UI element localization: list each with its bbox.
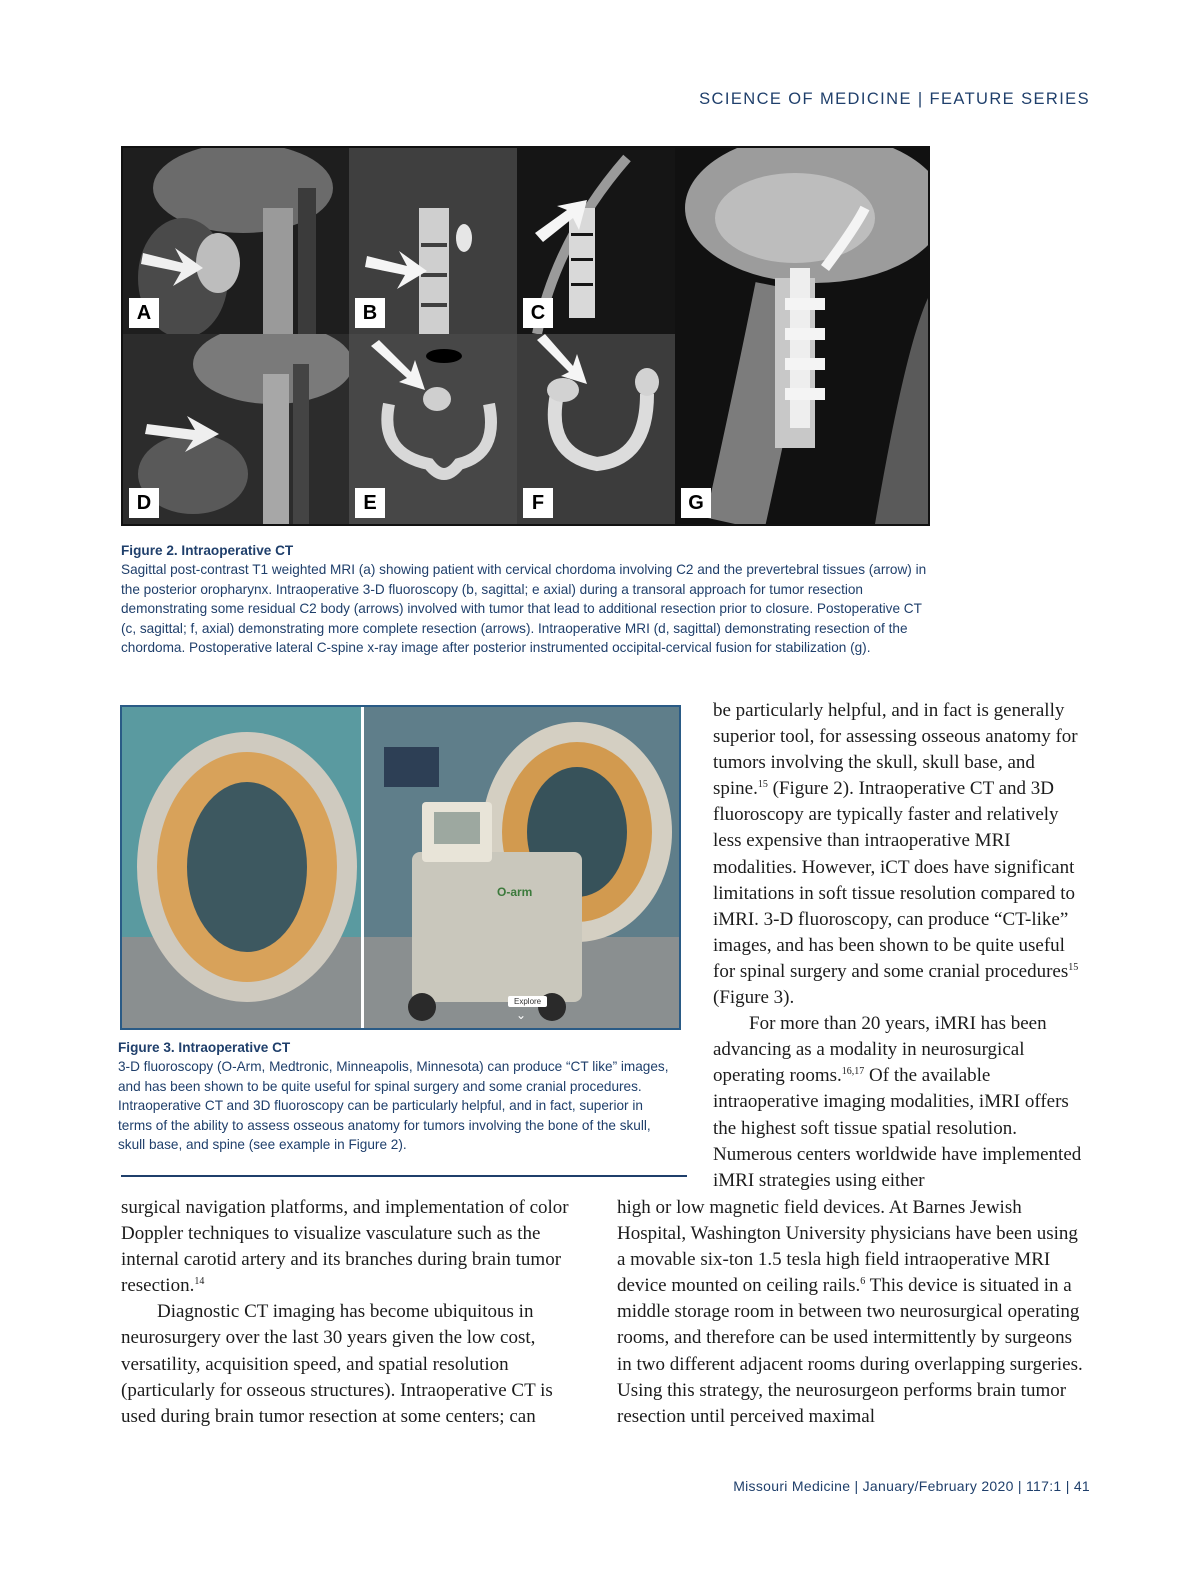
explore-button[interactable]: Explore: [508, 996, 547, 1007]
text: surgical navigation platforms, and implementation of color Doppler techniques to visualize vasculature such as the internal carotid artery and its branches during brain tumor resection.: [121, 1197, 569, 1297]
figure-3-caption-title: Figure 3. Intraoperative CT: [118, 1040, 291, 1055]
page-footer: Missouri Medicine | January/February 2020 | 117:1 | 41: [733, 1478, 1090, 1494]
panel-c-ct: [517, 148, 675, 334]
panel-f-axial-ct: [517, 334, 675, 524]
paragraph: [121, 1299, 587, 1429]
figure-3-photo: [120, 705, 681, 1030]
reference-superscript: 14: [194, 1276, 205, 1288]
text: Diagnostic CT imaging has become ubiquitous in neurosurgery over the last 30 years given the low cost, versatility, acquisition speed, and spatial resolution (particularly for osseous structures). Intraoperative CT is used during brain tumor resection at some centers; can: [121, 1301, 553, 1427]
paragraph: [617, 1195, 1089, 1430]
right-column-upper: [713, 698, 1087, 1194]
reference-superscript: 15: [757, 779, 768, 791]
panel-label: C: [523, 298, 553, 328]
text: For more than 20 years, iMRI has been advancing as a modality in neurosurgical operating rooms.: [713, 1013, 1047, 1087]
panel-label: D: [129, 488, 159, 518]
reference-superscript: 16,17: [841, 1066, 865, 1078]
figure-2-caption: [121, 541, 931, 657]
text: Of the available intraoperative imaging modalities, iMRI offers the highest soft tissue spatial resolution. Numerous centers worldwide have implemented iMRI strategies using either: [713, 1065, 1082, 1191]
figure-2-image-grid: [121, 146, 930, 526]
panel-label: F: [523, 488, 553, 518]
chevron-down-icon[interactable]: ⌄: [516, 1008, 527, 1022]
paragraph: [713, 1011, 1087, 1194]
o-arm-brand-text: O-arm: [497, 885, 533, 899]
panel-label: E: [355, 488, 385, 518]
figure-3-caption-text: 3-D fluoroscopy (O-Arm, Medtronic, Minneapolis, Minnesota) can produce “CT like” images, and has been shown to be quite useful for spinal surgery and some cranial procedures. Intraoperative CT and 3D fluoroscopy can be particularly helpful, and in fact, superior in terms of the ability to assess osseous anatomy for tumors involving the bone of the skull, skull base, and spine (see example in Figure 2).: [118, 1059, 669, 1153]
panel-d-mri: [123, 334, 349, 524]
text: (Figure 2). Intraoperative CT and 3D fluoroscopy are typically faster and relatively less expensive than intraoperative MRI modalities. However, iCT does have significant limitations in soft tissue resolution compared to iMRI. 3-D fluoroscopy, can produce “CT-like” images, and has been shown to be quite useful for spinal surgery and some cranial procedures: [713, 778, 1076, 982]
panel-label: G: [681, 488, 711, 518]
text: This device is situated in a middle storage room in between two neurosurgical operating rooms, and therefore can be used intermittently by surgeons in two different adjacent rooms during overlapping surgeries. Using this strategy, the neurosurgeon performs brain tumor resection until perceived maximal: [617, 1275, 1083, 1427]
left-column-lower: [121, 1195, 587, 1430]
panel-label: B: [355, 298, 385, 328]
panel-a-mri: [123, 148, 349, 334]
text: be particularly helpful, and in fact is generally superior tool, for assessing osseous anatomy for tumors involving the skull, skull base, and spine.: [713, 700, 1078, 800]
panel-g-xray: [675, 148, 928, 524]
panel-e-axial-fluoroscopy: [349, 334, 517, 524]
paragraph: [121, 1195, 587, 1299]
reference-superscript: 15: [1068, 961, 1079, 973]
running-header: SCIENCE OF MEDICINE | FEATURE SERIES: [699, 90, 1090, 108]
text: high or low magnetic field devices. At Barnes Jewish Hospital, Washington University physicians have been using a movable six-ton 1.5 tesla high field intraoperative MRI device mounted on ceiling rails.: [617, 1197, 1078, 1297]
reference-superscript: 6: [860, 1276, 866, 1288]
panel-b-fluoroscopy: [349, 148, 517, 334]
section-divider: [121, 1175, 687, 1177]
panel-label: A: [129, 298, 159, 328]
paragraph: [713, 698, 1087, 1011]
text: (Figure 3).: [713, 987, 795, 1009]
o-arm-photo-illustration: [122, 707, 679, 1028]
figure-2-caption-text: Sagittal post-contrast T1 weighted MRI (a) showing patient with cervical chordoma involving C2 and the prevertebral tissues (arrow) in the posterior oropharynx. Intraoperative 3-D fluoroscopy (b, sagittal; e axial) during a transoral approach for tumor resection demonstrating some residual C2 body (arrows) involved with tumor that lead to additional resection prior to closure. Postoperative CT (c, sagittal; f, axial) demonstrating more complete resection (arrows). Intraoperative MRI (d, sagittal) demonstrating resection of the chordoma. Postoperative lateral C-spine x-ray image after posterior instrumented occipital-cervical fusion for stabilization (g).: [121, 562, 927, 656]
figure-2-caption-title: Figure 2. Intraoperative CT: [121, 543, 294, 558]
right-column-lower: [617, 1195, 1089, 1430]
figure-3-caption: [118, 1038, 670, 1154]
